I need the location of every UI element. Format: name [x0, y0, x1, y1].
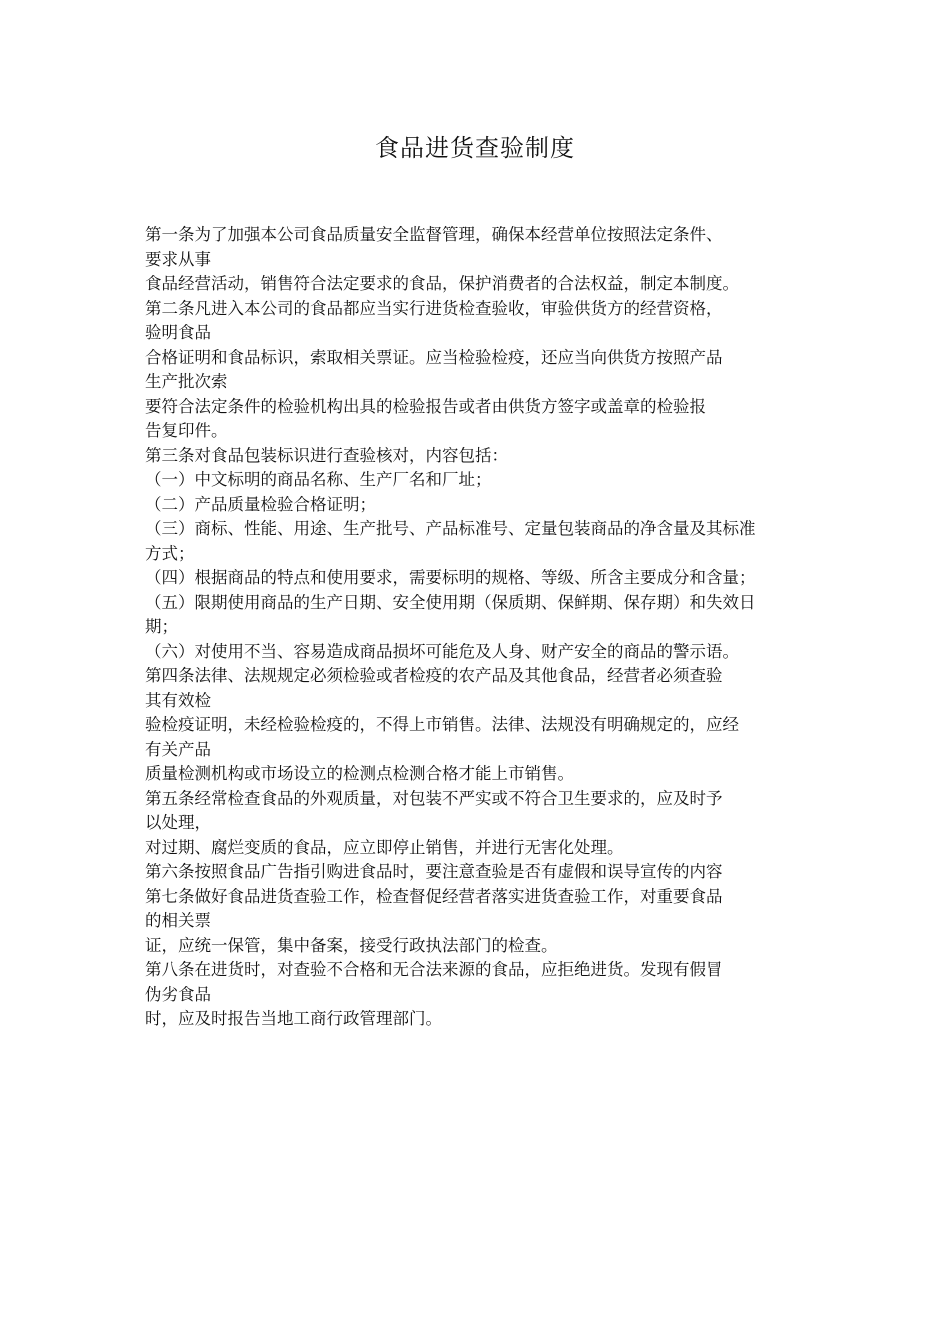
text-line: 第八条在进货时，对查验不合格和无合法来源的食品，应拒绝进货。发现有假冒 [145, 960, 723, 979]
text-line: 伪劣食品 [145, 984, 211, 1004]
document-title: 食品进货查验制度 [375, 134, 575, 162]
text-line: 第六条按照食品广告指引购进食品时，要注意查验是否有虚假和误导宣传的内容 [145, 862, 723, 881]
text-line: 第五条经常检查食品的外观质量，对包装不严实或不符合卫生要求的，应及时予 [145, 788, 723, 808]
text-line: 时，应及时报告当地工商行政管理部门。 [145, 1009, 442, 1028]
text-line: 第四条法律、法规规定必须检验或者检疫的农产品及其他食品，经营者必须查验 [145, 666, 723, 685]
text-line: 告复印件。 [145, 421, 228, 440]
text-line: 要符合法定条件的检验机构出具的检验报告或者由供货方签字或盖章的检验报 [145, 396, 706, 416]
text-line: （三）商标、性能、用途、生产批号、产品标准号、定量包装商品的净含量及其标准 [145, 519, 756, 538]
text-line: 生产批次索 [145, 372, 228, 391]
text-line: 合格证明和食品标识，索取相关票证。应当检验检疫，还应当向供货方按照产品 [145, 347, 723, 367]
text-line: 以处理， [145, 813, 211, 832]
text-line: 要求从事 [145, 249, 211, 269]
text-line: 证，应统一保管，集中备案，接受行政执法部门的检查。 [145, 935, 558, 955]
text-line: （四）根据商品的特点和使用要求，需要标明的规格、等级、所含主要成分和含量； [145, 568, 756, 587]
text-line: 其有效检 [145, 690, 211, 710]
text-line: 质量检测机构或市场设立的检测点检测合格才能上市销售。 [145, 764, 574, 783]
text-line: 第三条对食品包装标识进行查验核对，内容包括： [145, 445, 508, 465]
text-line: 第二条凡进入本公司的食品都应当实行进货检查验收，审验供货方的经营资格， [145, 298, 723, 318]
text-line: （一）中文标明的商品名称、生产厂名和厂址； [145, 470, 492, 489]
text-line: 第七条做好食品进货查验工作，检查督促经营者落实进货查验工作，对重要食品 [145, 886, 723, 906]
text-line: 方式； [145, 543, 195, 563]
text-line: 第一条为了加强本公司食品质量安全监督管理，确保本经营单位按照法定条件、 [145, 225, 723, 244]
text-line: 有关产品 [145, 739, 211, 759]
text-line: 期； [145, 617, 178, 636]
text-line: （五）限期使用商品的生产日期、安全使用期（保质期、保鲜期、保存期）和失效日 [145, 592, 756, 612]
text-line: 的相关票 [145, 911, 211, 930]
text-line: 对过期、腐烂变质的食品，应立即停止销售，并进行无害化处理。 [145, 837, 624, 857]
text-line: 食品经营活动，销售符合法定要求的食品，保护消费者的合法权益，制定本制度。 [145, 274, 739, 293]
document-body [145, 223, 810, 1032]
text-line: 验检疫证明，未经检验检疫的，不得上市销售。法律、法规没有明确规定的，应经 [145, 715, 739, 734]
text-line: 验明食品 [145, 323, 211, 342]
text-line: （二）产品质量检验合格证明； [145, 494, 376, 514]
text-line: （六）对使用不当、容易造成商品损坏可能危及人身、财产安全的商品的警示语。 [145, 641, 739, 661]
